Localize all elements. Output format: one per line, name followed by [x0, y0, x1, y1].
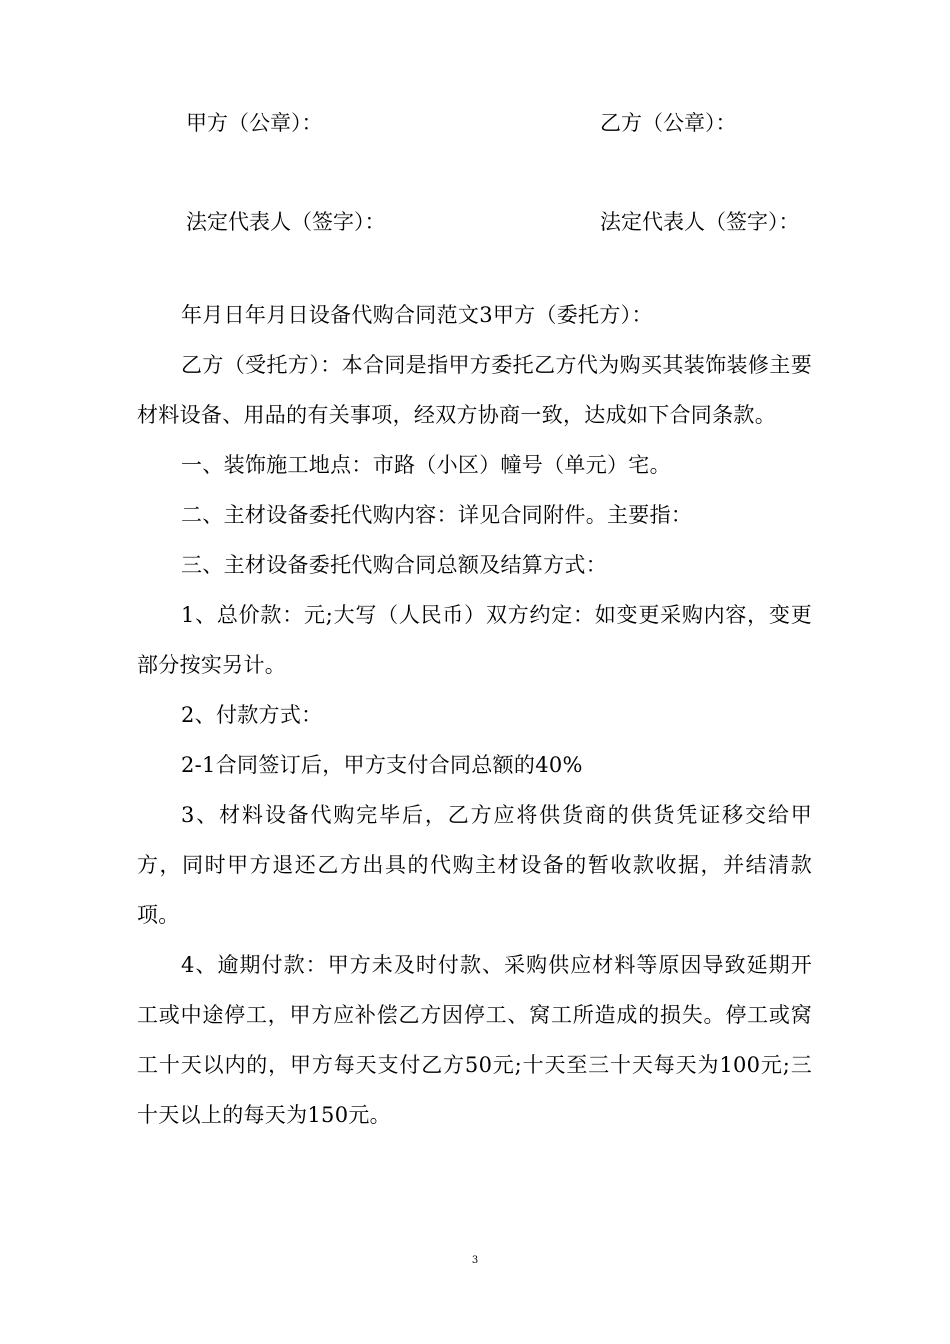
contract-body: [137, 290, 812, 1140]
page-number: 3: [471, 1255, 479, 1266]
seal-row: [0, 103, 950, 143]
paragraph-overdue-payment: 4、逾期付款：甲方未及时付款、采购供应材料等原因导致延期开工或中途停工，甲方应补偿乙方因停工、窝工所造成的损失。停工或窝工十天以内的，甲方每天支付乙方50元;十天至三十天每天为100元;三十天以上的每天为150元。: [137, 953, 812, 1127]
party-b-representative-label: 法定代表人（签字）：: [600, 210, 800, 234]
party-a-seal-label: 甲方（公章）：: [186, 111, 323, 135]
paragraph-clause-3: 三、主材设备委托代购合同总额及结算方式：: [181, 553, 607, 577]
paragraph-title: 年月日年月日设备代购合同范文3甲方（委托方）：: [181, 303, 653, 327]
paragraph-clause-2: 二、主材设备委托代购内容：详见合同附件。主要指：: [181, 503, 693, 527]
party-a-representative-label: 法定代表人（签字）：: [186, 210, 386, 234]
paragraph-payment-method: 2、付款方式：: [181, 703, 323, 727]
paragraph-payment-2-1: 2-1合同签订后，甲方支付合同总额的40%: [181, 753, 583, 777]
paragraph-intro: 乙方（受托方）：本合同是指甲方委托乙方代为购买其装饰装修主要材料设备、用品的有关事项，经双方协商一致，达成如下合同条款。: [137, 353, 812, 427]
paragraph-clause-1: 一、装饰施工地点：市路（小区）幢号（单元）宅。: [181, 453, 671, 477]
party-b-seal-label: 乙方（公章）：: [600, 111, 737, 135]
paragraph-total-price: 1、总价款：元;大写（人民币）双方约定：如变更采购内容，变更部分按实另计。: [137, 603, 812, 677]
representative-row: [0, 202, 950, 242]
paragraph-settlement: 3、材料设备代购完毕后，乙方应将供货商的供货凭证移交给甲方，同时甲方退还乙方出具的代购主材设备的暂收款收据，并结清款项。: [137, 803, 812, 927]
